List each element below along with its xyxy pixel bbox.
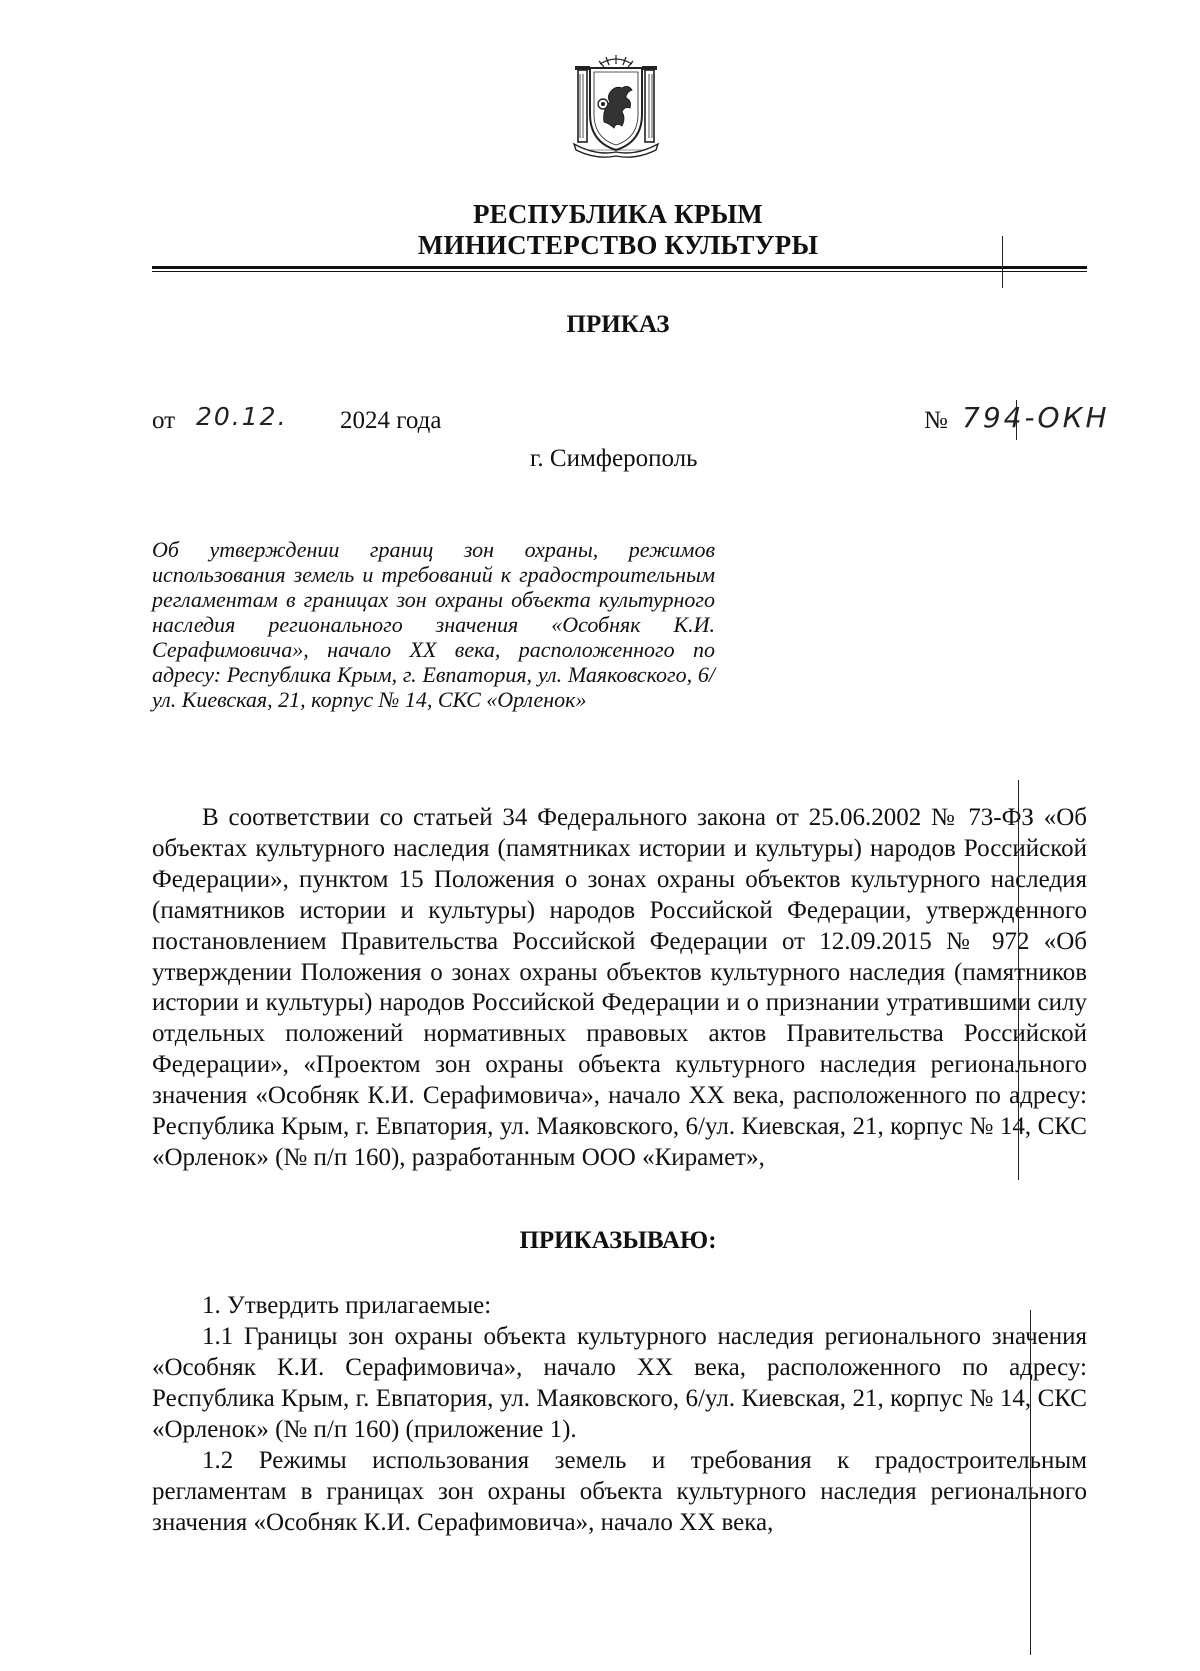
date-year: 2024 года <box>340 407 442 434</box>
ministry-title: МИНИСТЕРСТВО КУЛЬТУРЫ <box>417 230 819 260</box>
item-1-1: 1.1 Границы зон охраны объекта культурного наследия регионального значения «Особняк К.И. Серафимовича», начало XX века, расположенного по адресу: Республика Крым, г. Евпатория, ул. Маяковского, 6/ул. Киевская, 21, корпус № 14, СКС «Орленок» (№ п/п 160) (приложение 1). <box>152 1323 1087 1443</box>
scan-artifact-line <box>1030 1310 1031 1655</box>
preamble-paragraph: В соответствии со статьей 34 Федерального закона от 25.06.2002 № 73-ФЗ «Об объектах культурного наследия (памятниках истории и культуры) народов Российской Федерации», пунктом 15 Положения о зонах охраны объектов культурного наследия (памятников истории и культуры) народов Российской Федерации, утвержденного постановлением Правительства Российской Федерации от 12.09.2015 № 972 «Об утверждении Положения о зонах охраны объектов культурного наследия (памятников истории и культуры) народов Российской Федерации и о признании утратившими силу отдельных положений нормативных правовых актов Правительства Российской Федерации», «Проектом зон охраны объекта культурного наследия регионального значения «Особняк К.И. Серафимовича», начало XX века, расположенного по адресу: Республика Крым, г. Евпатория, ул. Маяковского, 6/ул. Киевская, 21, корпус № 14, СКС «Орленок» (№ п/п 160), разработанным ООО «Кирамет», <box>152 804 1087 1171</box>
order-title: ПРИКАЗ <box>566 311 670 338</box>
date-handwritten: 20.12. <box>196 402 288 431</box>
order-subject: Об утверждении границ зон охраны, режимов использования земель и требований к градостроительным регламентам в границах зон охраны объекта культурного наследия регионального значения «Особняк К.И. Серафимовича», начало XX века, расположенного по адресу: Республика Крым, г. Евпатория, ул. Маяковского, 6/ул. Киевская, 21, корпус № 14, СКС «Орленок» <box>152 537 715 712</box>
coat-of-arms-icon <box>566 52 666 160</box>
scan-artifact-line <box>1016 400 1017 440</box>
number-handwritten: 794-ОКН <box>962 401 1110 434</box>
scan-artifact-line <box>1002 236 1003 288</box>
order-directive: ПРИКАЗЫВАЮ: <box>519 1227 717 1254</box>
republic-title: РЕСПУБЛИКА КРЫМ <box>472 199 763 229</box>
item-1: 1. Утвердить прилагаемые: <box>202 1292 492 1319</box>
number-sign: № <box>924 407 948 434</box>
header-rule-thin <box>152 271 1087 272</box>
header-rule <box>152 266 1087 269</box>
item-1-2: 1.2 Режимы использования земель и требования к градостроительным регламентам в границах зон охраны объекта культурного наследия регионального значения «Особняк К.И. Серафимовича», начало XX века, <box>152 1447 1087 1536</box>
city: г. Симферополь <box>530 445 698 472</box>
scan-artifact-line <box>1018 780 1019 1180</box>
date-prefix: от <box>152 407 176 434</box>
